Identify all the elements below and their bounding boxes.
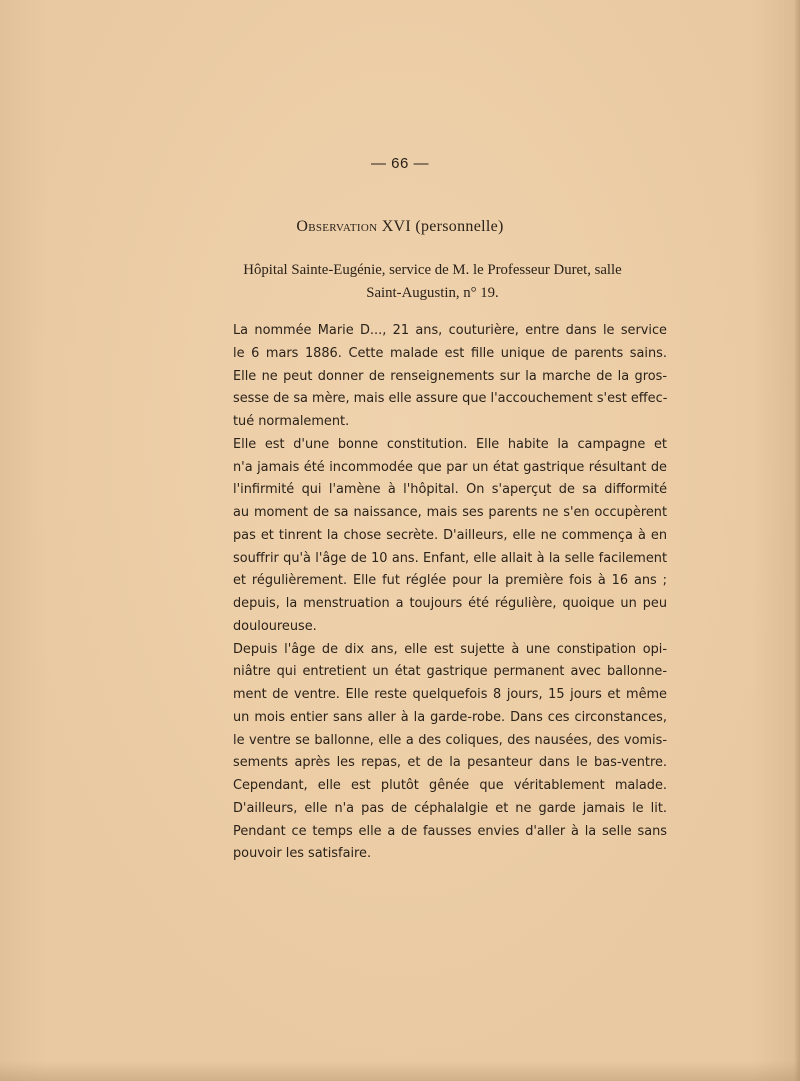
observation-title xyxy=(0,218,800,236)
text-line: un mois entier sans aller à la garde-robe. Dans ces circonstances, xyxy=(233,709,667,725)
text-line: au moment de sa naissance, mais ses parents ne s'en occupèrent xyxy=(233,505,667,520)
text-line: le ventre se ballonne, elle a des coliques, des nausées, des vomis- xyxy=(233,732,667,748)
paragraph xyxy=(217,434,667,639)
text-line: douloureuse. xyxy=(233,618,317,634)
text-line: Pendant ce temps elle a de fausses envies d'aller à la selle sans xyxy=(233,823,667,839)
hospital-heading xyxy=(205,259,660,305)
observation-title-number: XVI (personnelle) xyxy=(381,218,504,235)
observation-body xyxy=(217,320,667,866)
text-line: La nommée Marie D..., 21 ans, couturière, entre dans le service xyxy=(233,323,667,338)
text-line: ment de ventre. Elle reste quelquefois 8 jours, 15 jours et même xyxy=(233,687,667,702)
hospital-heading-line: Hôpital Sainte-Eugénie, service de M. le Professeur Duret, salle xyxy=(243,262,622,278)
text-line: sements après les repas, et de la pesanteur dans le bas-ventre. xyxy=(233,755,667,771)
text-line: pas et tinrent la chose secrète. D'ailleurs, elle ne commença à en xyxy=(233,527,667,543)
text-line: sesse de sa mère, mais elle assure que l'accouchement s'est effec- xyxy=(233,391,668,407)
text-line: souffrir qu'à l'âge de 10 ans. Enfant, elle allait à la selle facilement xyxy=(233,550,667,566)
text-line: Depuis l'âge de dix ans, elle est sujette à une constipation opi- xyxy=(233,641,667,657)
text-line: l'infirmité qui l'amène à l'hôpital. On s'aperçut de sa difformité xyxy=(233,482,667,498)
paragraph xyxy=(217,639,667,867)
text-line: pouvoir les satisfaire. xyxy=(233,846,372,862)
text-line: et régulièrement. Elle fut réglée pour la première fois à 16 ans ; xyxy=(233,573,667,589)
text-line: depuis, la menstruation a toujours été régulière, quoique un peu xyxy=(233,596,667,611)
text-line: Elle ne peut donner de renseignements sur la marche de la gros- xyxy=(233,368,667,384)
paragraph xyxy=(217,320,667,434)
text-line: le 6 mars 1886. Cette malade est fille unique de parents sains. xyxy=(233,345,667,361)
text-line: niâtre qui entretient un état gastrique permanent avec ballonne- xyxy=(233,664,667,680)
text-line: D'ailleurs, elle n'a pas de céphalalgie et ne garde jamais le lit. xyxy=(233,800,667,816)
text-line: Cependant, elle est plutôt gênée que véritablement malade. xyxy=(233,778,667,793)
page-number: — 66 — xyxy=(370,155,430,172)
text-line: Elle est d'une bonne constitution. Elle habite la campagne et xyxy=(233,436,667,452)
text-line: n'a jamais été incommodée que par un état gastrique résultant de xyxy=(233,459,667,475)
text-line: tué normalement. xyxy=(233,414,350,429)
hospital-heading-line: Saint-Augustin, n° 19. xyxy=(366,285,499,301)
observation-title-label: Observation xyxy=(296,218,378,235)
page-bottom-shadow xyxy=(0,1061,800,1081)
